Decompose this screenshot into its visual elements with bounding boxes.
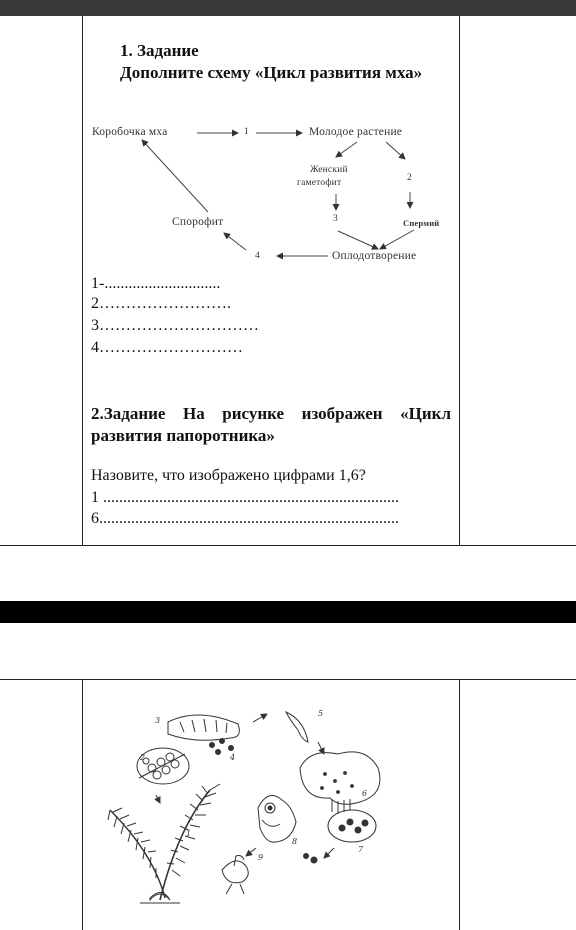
label-oplodotvorenie: Оплодотворение	[332, 250, 417, 262]
label-sporofit: Спорофит	[172, 216, 224, 228]
fern-label-4: 4	[230, 753, 236, 762]
label-num2: 2	[407, 173, 412, 183]
fern-label-2: 2	[140, 753, 146, 762]
fern-label-1: 1	[186, 829, 192, 838]
fern-label-5: 5	[318, 709, 324, 718]
answer-blank-3: 3…………………………	[91, 317, 259, 334]
task2-question: Назовите, что изображено цифрами 1,6?	[91, 467, 366, 484]
label-gametofit: гаметофит	[297, 178, 342, 188]
task2-answer-6: 6...........................................................................	[91, 510, 399, 527]
answer-blank-2: 2…………………….	[91, 295, 231, 312]
label-num1: 1	[244, 127, 249, 137]
label-num4: 4	[255, 251, 260, 261]
fern-label-6: 6	[362, 789, 368, 798]
answer-blank-4: 4………………………	[91, 339, 243, 356]
fern-label-8: 8	[292, 837, 298, 846]
fern-label-9: 9	[258, 853, 264, 862]
label-spermiy: Спермий	[403, 218, 440, 228]
task2-text: 2.Задание На рисунке изображен «Цикл развития папоротника»	[91, 404, 451, 445]
answer-blank-1: 1-.............................	[91, 275, 221, 292]
fern-label-3: 3	[155, 716, 161, 725]
task2-answer-1: 1 ..........................................................................	[91, 489, 399, 506]
label-zhenskiy: Женский	[310, 165, 348, 175]
label-molodoe: Молодое растение	[309, 126, 403, 138]
fern-label-7: 7	[358, 845, 364, 854]
task1-heading: 1. Задание	[120, 41, 199, 60]
label-num3: 3	[333, 214, 338, 224]
task1-text: Дополните схему «Цикл развития мха»	[120, 63, 423, 82]
label-korobochka: Коробочка мха	[92, 126, 168, 138]
